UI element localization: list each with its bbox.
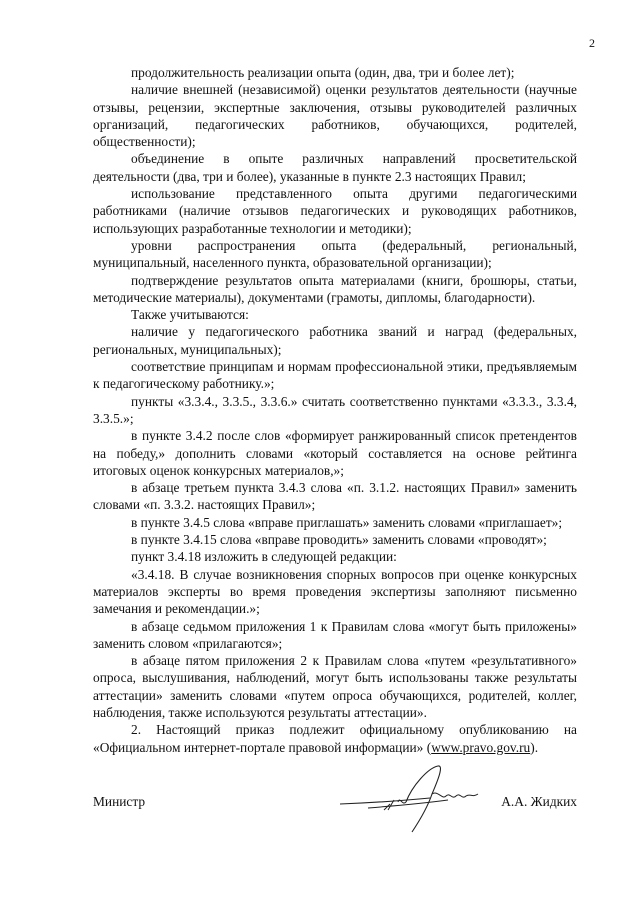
page-number: 2 [589,36,595,50]
paragraph: подтверждение результатов опыта материалами (книги, брошюры, статьи, методические материалы), документами (грамоты, дипломы, благодарности). [93,272,577,305]
paragraph: объединение в опыте различных направлений просветительской деятельности (два, три и более), указанные в пункте 2.3 настоящих Правил; [93,151,577,184]
paragraph: продолжительность реализации опыта (один, два, три и более лет); [131,65,515,80]
pravo-link[interactable]: www.pravo.gov.ru [431,739,531,755]
document-body [93,64,577,756]
final-paragraph [93,721,577,756]
final-paragraph-text: 2. Настоящий приказ подлежит официальному опубликованию на «Официальном интернет-портале правовой информации» ( [93,722,577,755]
paragraph: наличие внешней (независимой) оценки результатов деятельности (научные отзывы, рецензии, экспертные заключения, отзывы руководителей различных организаций, педагогических работников, обучающихся, родителей, общественности); [93,82,577,150]
paragraph: Также учитываются: [131,307,249,323]
signature-block [93,760,577,840]
paragraph: пункт 3.4.18 изложить в следующей редакции: [131,549,397,565]
paragraph: в пункте 3.4.15 слова «вправе проводить» заменить словами «проводят»; [131,532,547,548]
paragraph: «3.4.18. В случае возникновения спорных вопросов при оценке конкурсных материалов эксперты во время проведения экспертизы заполняют письменно замечания и рекомендации.»; [93,566,577,617]
paragraph: в абзаце третьем пункта 3.4.3 слова «п. 3.1.2. настоящих Правил» заменить словами «п. 3.3.2. настоящих Правил»; [93,480,577,513]
paragraph: в абзаце пятом приложения 2 к Правилам слова «путем «результативного» опроса, выслушивания, наблюдений, могут быть использованы также результаты аттестации» заменить словами «путем опроса обучающихся, родителей, коллег, наблюдения, также используются результаты аттестации». [93,653,577,720]
paragraph: пункты «3.3.4., 3.3.5., 3.3.6.» считать соответственно пунктами «3.3.3., 3.3.4, 3.3.5.»; [93,393,577,426]
signatory-title: Министр [93,794,146,809]
paragraph: уровни распространения опыта (федеральный, региональный, муниципальный, населенного пункта, образовательной организации); [93,237,577,271]
paragraph: соответствие принципам и нормам профессиональной этики, предъявляемым к педагогическому работнику.»; [93,359,577,392]
handwritten-signature [338,760,488,838]
paragraph: использование представленного опыта другими педагогическими работниками (наличие отзывов педагогических и руководящих работников, использующих разработанные технологии и методики); [93,186,577,236]
final-paragraph-end: ). [530,739,539,755]
paragraph: в пункте 3.4.5 слова «вправе приглашать» заменить словами «приглашает»; [131,514,563,530]
paragraph: в абзаце седьмом приложения 1 к Правилам слова «могут быть приложены» заменить словом «прилагаются»; [93,618,577,651]
signatory-name: А.А. Жидких [501,794,577,809]
paragraph: наличие у педагогического работника званий и наград (федеральных, региональных, муниципальных); [93,324,577,357]
paragraph: в пункте 3.4.2 после слов «формирует ранжированный список претендентов на победу,» дополнить словами «который составляется на основе рейтинга итоговых оценок конкурсных материалов,»; [93,428,577,478]
